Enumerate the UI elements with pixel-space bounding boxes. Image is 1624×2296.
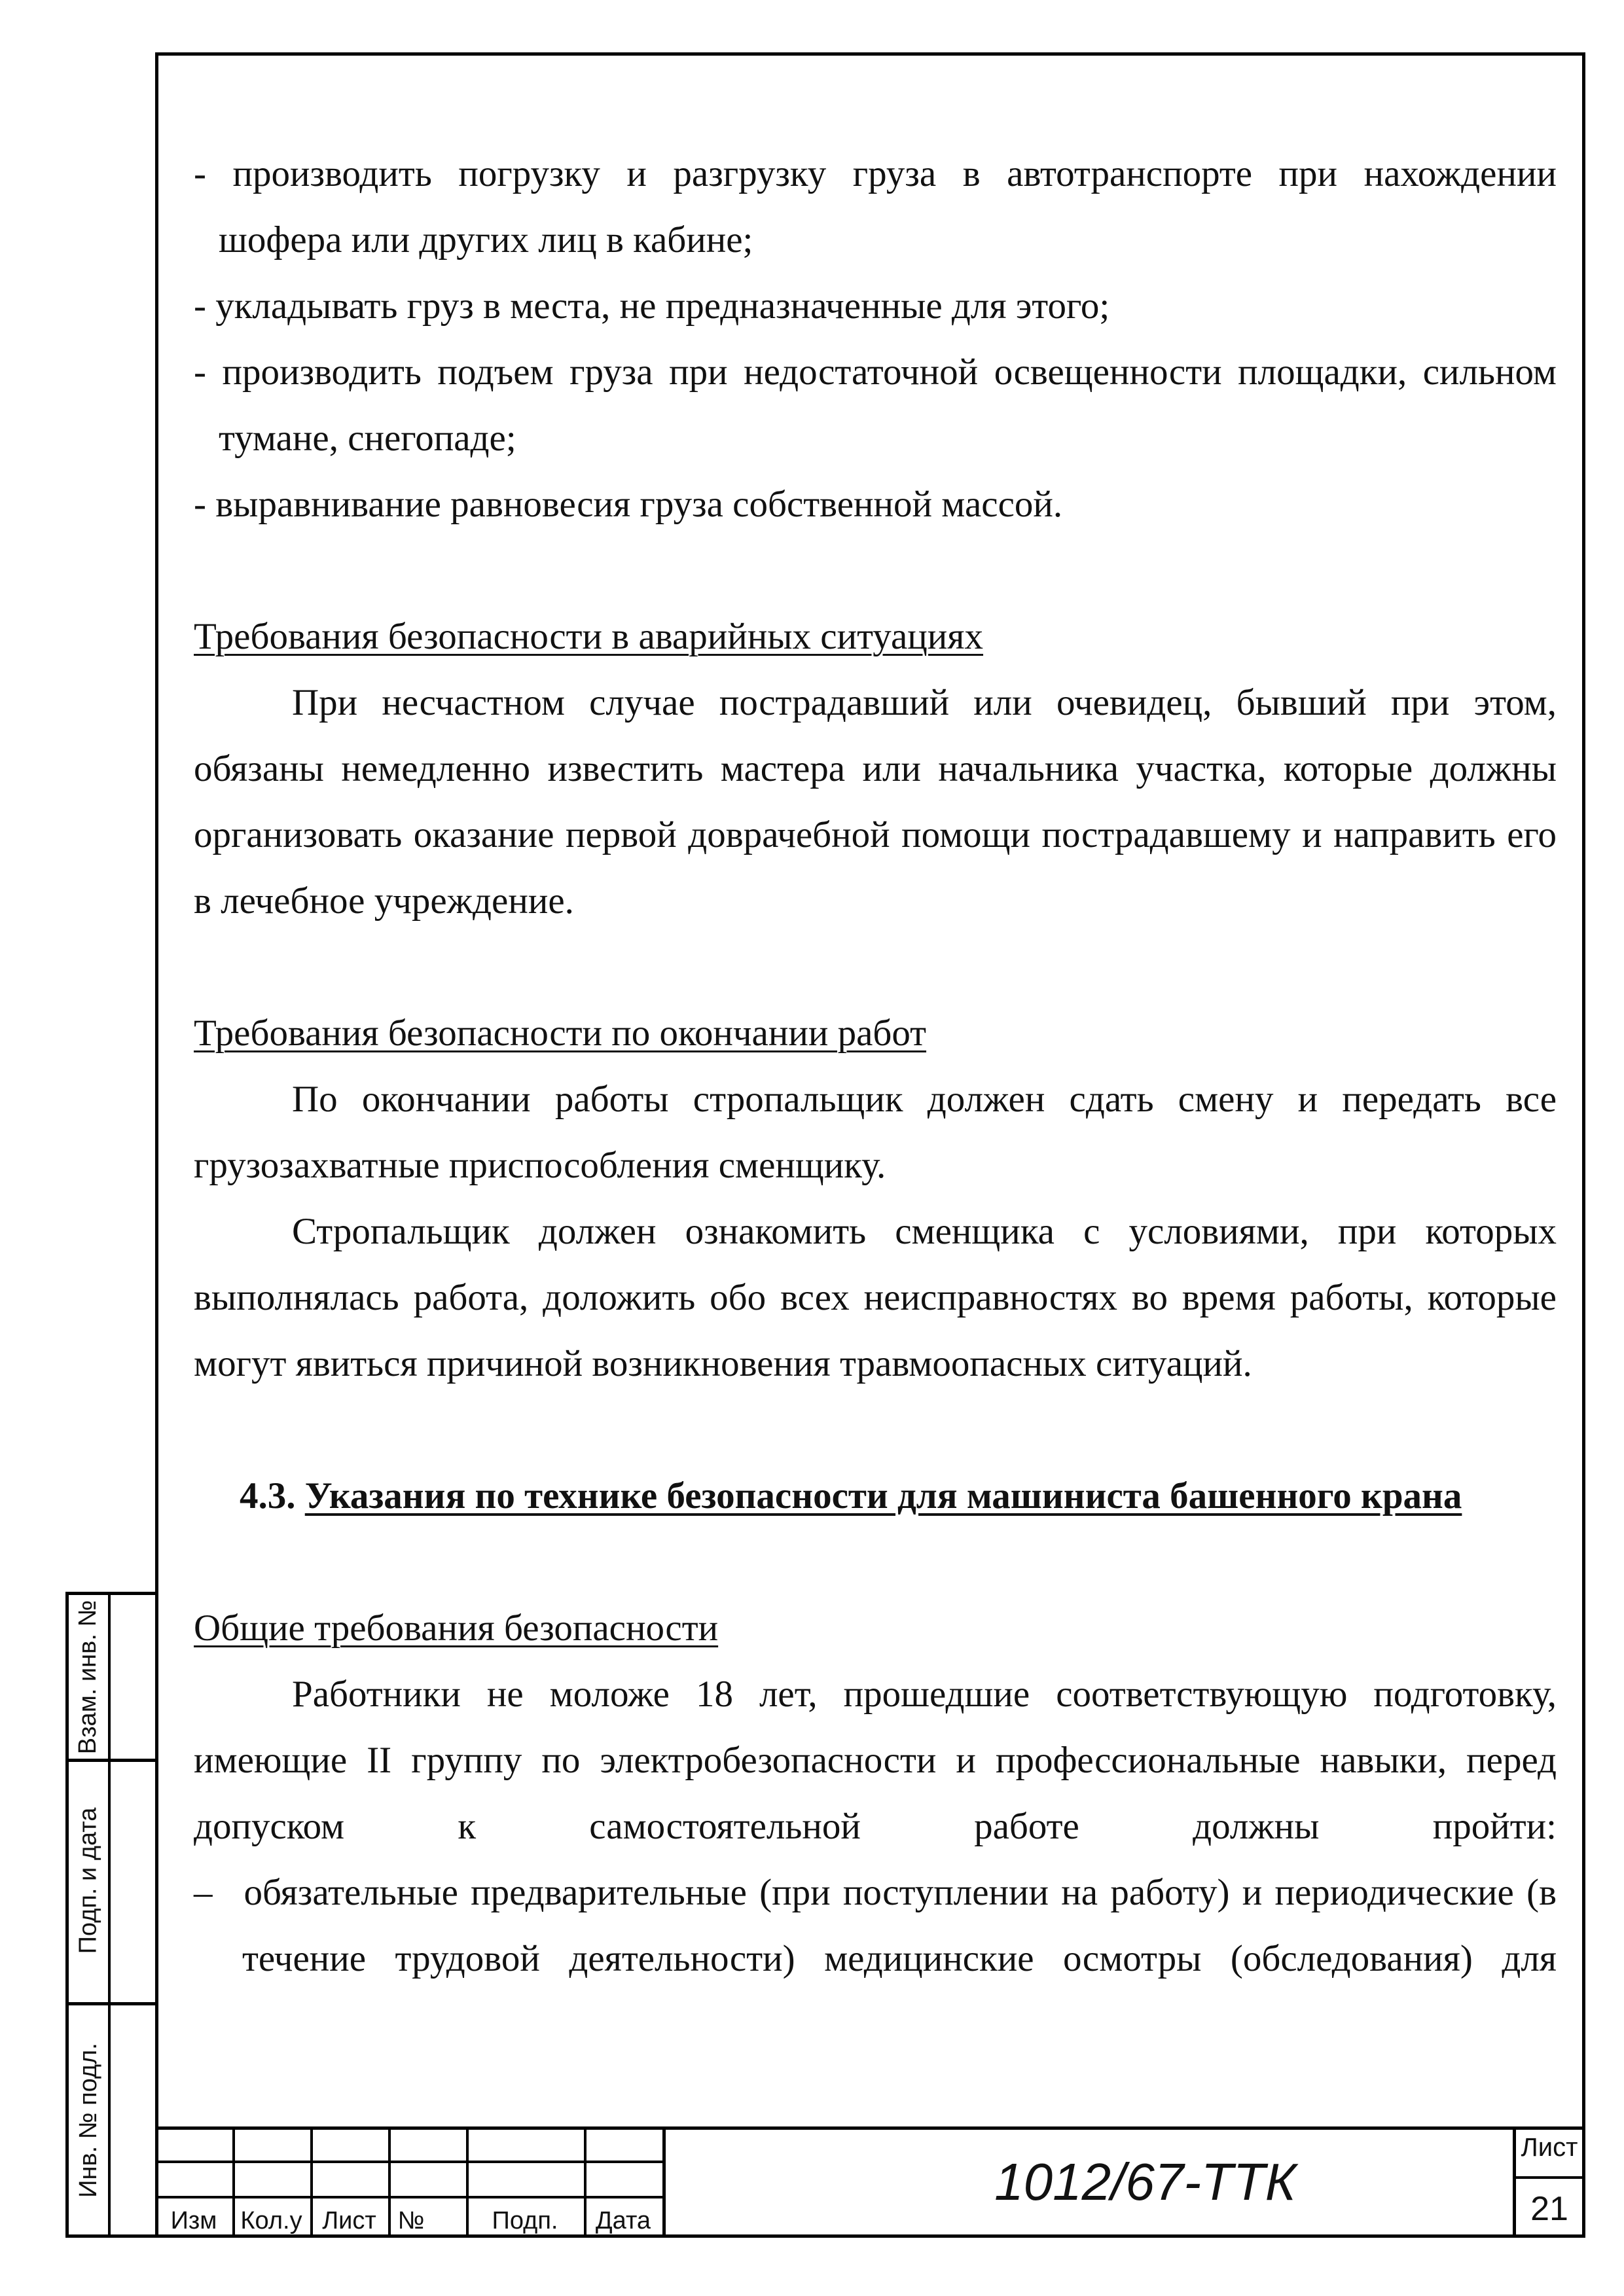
section-title-general: Общие требования безопасности bbox=[194, 1607, 719, 1649]
col-podp: Подп. bbox=[492, 2207, 558, 2234]
bullet-line: - укладывать груз в места, не предназначенные для этого; bbox=[194, 285, 1110, 327]
bullet-line-continued: тумане, снегопаде; bbox=[219, 418, 516, 459]
document-code: 1012/67-ТТК bbox=[994, 2153, 1296, 2211]
col-date: Дата bbox=[595, 2207, 651, 2234]
col-izm: Изм bbox=[170, 2207, 217, 2234]
bullet-line: - производить подъем груза при недостаточной освещенности площадки, сильном bbox=[194, 351, 1557, 393]
dash-text: обязательные предварительные (при поступлении на работу) и периодические (в течение трудовой деятельности) медицинские осмотры (обследования) для bbox=[242, 1872, 1557, 1979]
section-heading-4-3 bbox=[240, 1463, 1557, 1529]
sheet-number: 21 bbox=[1530, 2190, 1568, 2228]
col-kolu: Кол.у bbox=[240, 2207, 302, 2234]
paragraph-end-of-work-2: Стропальщик должен ознакомить сменщика с условиями, при которых выполнялась работа, доложить обо всех неисправностях во время работы, которые могут явиться причиной возникновения травмоопасных ситуаций. bbox=[194, 1211, 1557, 1384]
paragraph-end-of-work-1: По окончании работы стропальщик должен сдать смену и передать все грузозахватные приспособления сменщику. bbox=[194, 1079, 1557, 1186]
sign-date-label: Подп. и дата bbox=[74, 1807, 102, 1954]
bullet-line: - выравнивание равновесия груза собственной массой. bbox=[194, 484, 1063, 525]
heading-number: 4.3. bbox=[240, 1475, 296, 1516]
document-body bbox=[194, 141, 1557, 1992]
title-block bbox=[155, 2126, 1585, 2238]
section-title-end-of-work: Требования безопасности по окончании работ bbox=[194, 1013, 927, 1054]
dash-marker: – bbox=[194, 1872, 213, 1913]
dash-list-item bbox=[194, 1859, 1557, 1992]
section-title-emergency: Требования безопасности в аварийных ситуациях bbox=[194, 616, 984, 657]
col-list: Лист bbox=[322, 2207, 376, 2234]
paragraph-general: Работники не моложе 18 лет, прошедшие соответствующую подготовку, имеющие II группу по электробезопасности и профессиональные навыки, перед допуском к самостоятельной работе должны пройти: bbox=[194, 1674, 1557, 1847]
bullet-line-continued: шофера или других лиц в кабине; bbox=[219, 219, 753, 260]
side-stamp bbox=[65, 1592, 155, 2238]
paragraph-emergency: При несчастном случае пострадавший или очевидец, бывший при этом, обязаны немедленно известить мастера или начальника участка, которые должны организовать оказание первой доврачебной помощи пострадавшему и направить его в лечебное учреждение. bbox=[194, 682, 1557, 922]
inv-orig-label: Инв. № подл. bbox=[74, 2042, 102, 2198]
bullet-line: - производить погрузку и разгрузку груза в автотранспорте при нахождении bbox=[194, 153, 1557, 194]
sheet-label: Лист bbox=[1521, 2133, 1578, 2162]
inv-replace-label: Взам. инв. № bbox=[74, 1600, 102, 1754]
heading-text: Указания по технике безопасности для машиниста башенного крана bbox=[304, 1475, 1462, 1516]
col-no: № bbox=[397, 2207, 425, 2234]
